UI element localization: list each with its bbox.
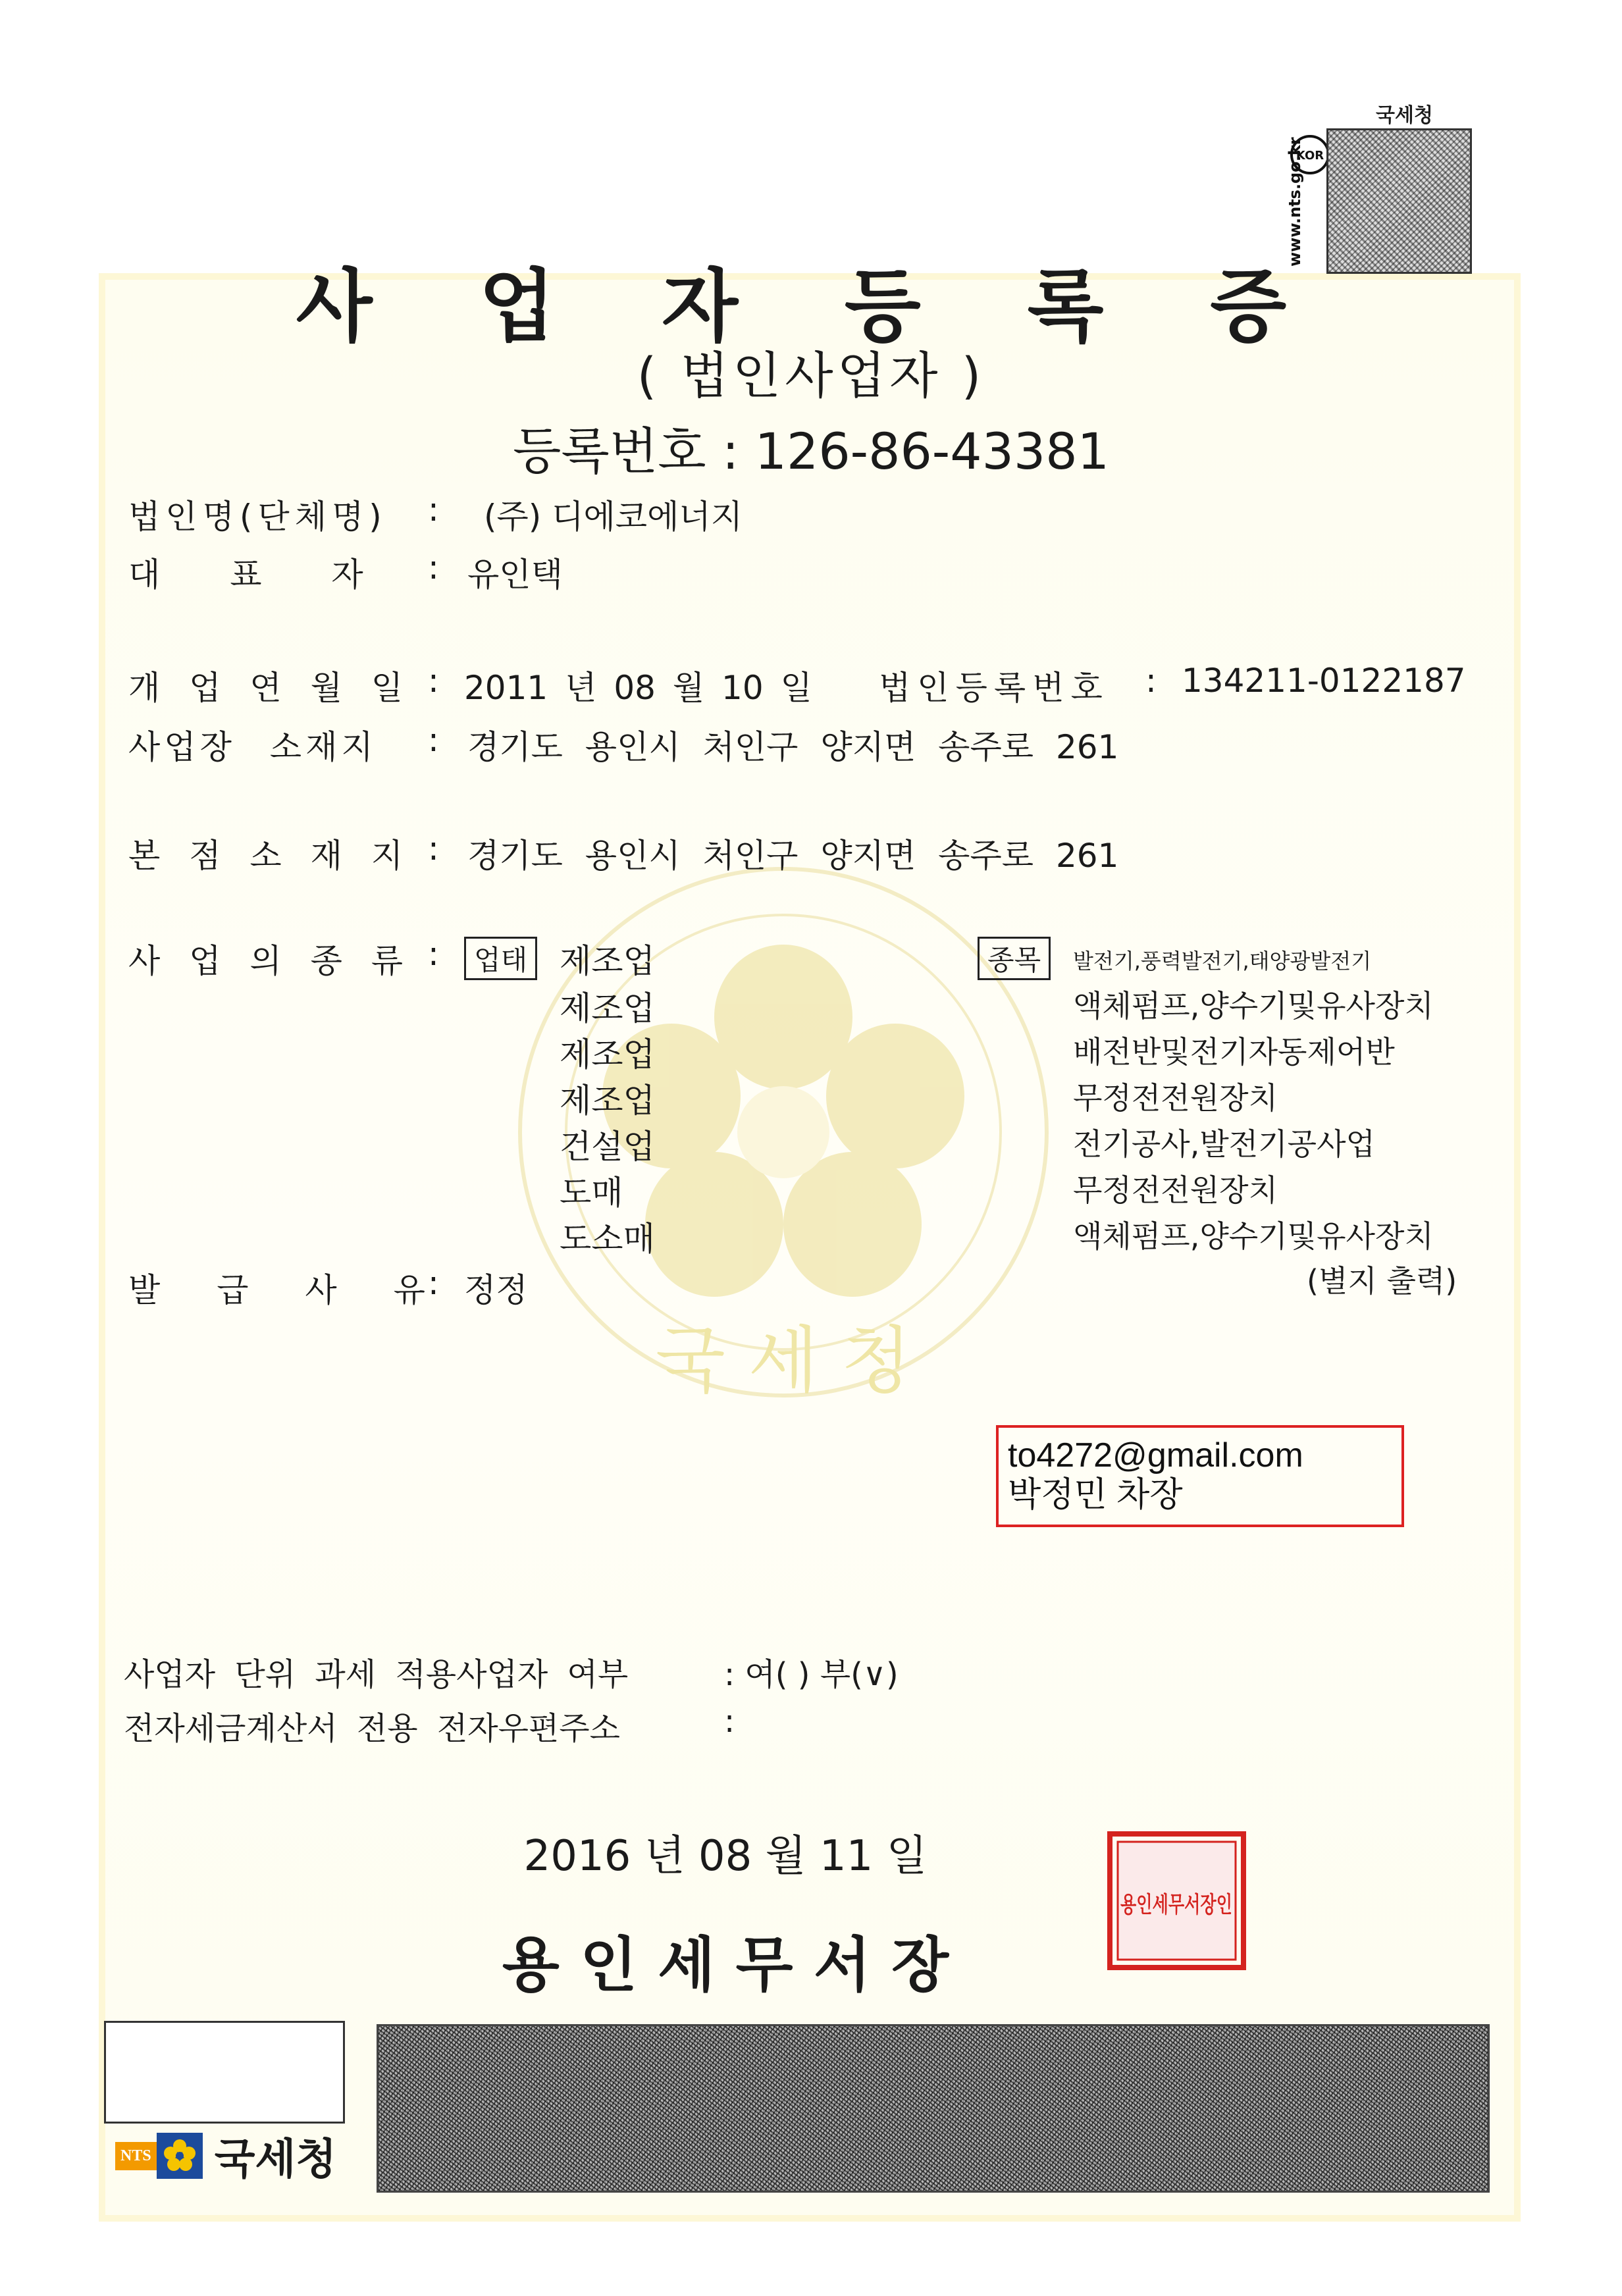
- type-7: 도소매: [560, 1220, 655, 1258]
- type-3: 제조업: [560, 1035, 655, 1074]
- item-box: 종목: [978, 937, 1051, 980]
- document-title: 사 업 자 등 록 증: [296, 261, 1326, 353]
- e-invoice-value: :: [724, 1703, 735, 1740]
- business-address-value: 경기도 용인시 처인구 양지면 송주로 261: [467, 728, 1119, 766]
- document-subtitle: ( 법인사업자 ): [637, 346, 985, 405]
- seal-text: 용인세무서장인: [1120, 1892, 1232, 1918]
- watermark-text: 국 세 청: [655, 1318, 912, 1403]
- kor-mark: KOR: [1295, 149, 1324, 163]
- agency-label-top: 국세청: [1376, 104, 1433, 127]
- business-address-label: 사업장 소재지: [128, 728, 377, 766]
- type-1: 제조업: [560, 942, 655, 980]
- unit-tax-label: 사업자 단위 과세 적용사업자 여부: [124, 1656, 629, 1693]
- item-6: 무정전전원장치: [1073, 1172, 1278, 1208]
- item-2: 액체펌프,양수기및유사장치: [1073, 988, 1434, 1024]
- item-3: 배전반및전기자동제어반: [1073, 1034, 1395, 1070]
- issue-reason-label: 발 급 사 유: [128, 1271, 425, 1309]
- item-7: 액체펌프,양수기및유사장치: [1073, 1218, 1434, 1254]
- type-4: 제조업: [560, 1082, 655, 1120]
- corp-reg-label: 법인등록번호: [879, 669, 1109, 707]
- unit-tax-value: : 여( ) 부(∨): [724, 1656, 899, 1693]
- type-5: 건설업: [560, 1128, 655, 1166]
- e-invoice-label: 전자세금계산서 전용 전자우편주소: [124, 1710, 621, 1747]
- issue-reason-value: 정정: [464, 1271, 528, 1309]
- representative-value: 유인택: [467, 556, 563, 594]
- open-date-value: 2011 년 08 월 10 일: [464, 669, 812, 707]
- nts-url-text: www.nts.go.kr: [1286, 137, 1304, 267]
- nts-box: NTS: [115, 2142, 157, 2170]
- type-box: 업태: [464, 937, 537, 980]
- business-type-label: 사 업 의 종 류: [128, 942, 404, 980]
- registration-label: 등록번호: [513, 422, 706, 481]
- registration-number: 등록번호 : 126-86-43381: [513, 422, 1109, 481]
- issue-date: 2016 년 08 월 11 일: [523, 1832, 928, 1881]
- representative-label: 대 표 자: [128, 556, 363, 594]
- head-office-value: 경기도 용인시 처인구 양지면 송주로 261: [467, 837, 1119, 875]
- item-5: 전기공사,발전기공사업: [1073, 1126, 1375, 1162]
- corp-name-label: 법인명(단체명): [128, 498, 387, 536]
- contact-name: 박정민 차장: [1008, 1476, 1183, 1514]
- nts-flower-icon: [157, 2133, 203, 2179]
- contact-email: to4272@gmail.com: [1008, 1436, 1303, 1474]
- item-1: 발전기,풍력발전기,태양광발전기: [1073, 949, 1372, 974]
- corp-reg-value: 134211-0122187: [1182, 662, 1466, 700]
- type-6: 도매: [560, 1174, 623, 1212]
- contact-box: [996, 1425, 1404, 1527]
- open-date-label: 개 업 연 월 일: [128, 669, 404, 707]
- type-2: 제조업: [560, 989, 655, 1028]
- separate-print-note: (별지 출력): [1307, 1263, 1457, 1299]
- item-4: 무정전전원장치: [1073, 1080, 1278, 1116]
- corp-name-value: (주) 디에코에너지: [484, 498, 743, 536]
- official-seal: [1106, 1830, 1247, 1971]
- blank-box: [104, 2021, 345, 2124]
- tax-office-name: 용 인 세 무 서 장: [502, 1931, 949, 2000]
- security-code-bottom: [377, 2024, 1490, 2193]
- nts-logo: [115, 2129, 336, 2182]
- nts-agency-name: 국세청: [214, 2135, 337, 2184]
- registration-value: 126-86-43381: [754, 422, 1109, 481]
- head-office-label: 본 점 소 재 지: [128, 837, 404, 875]
